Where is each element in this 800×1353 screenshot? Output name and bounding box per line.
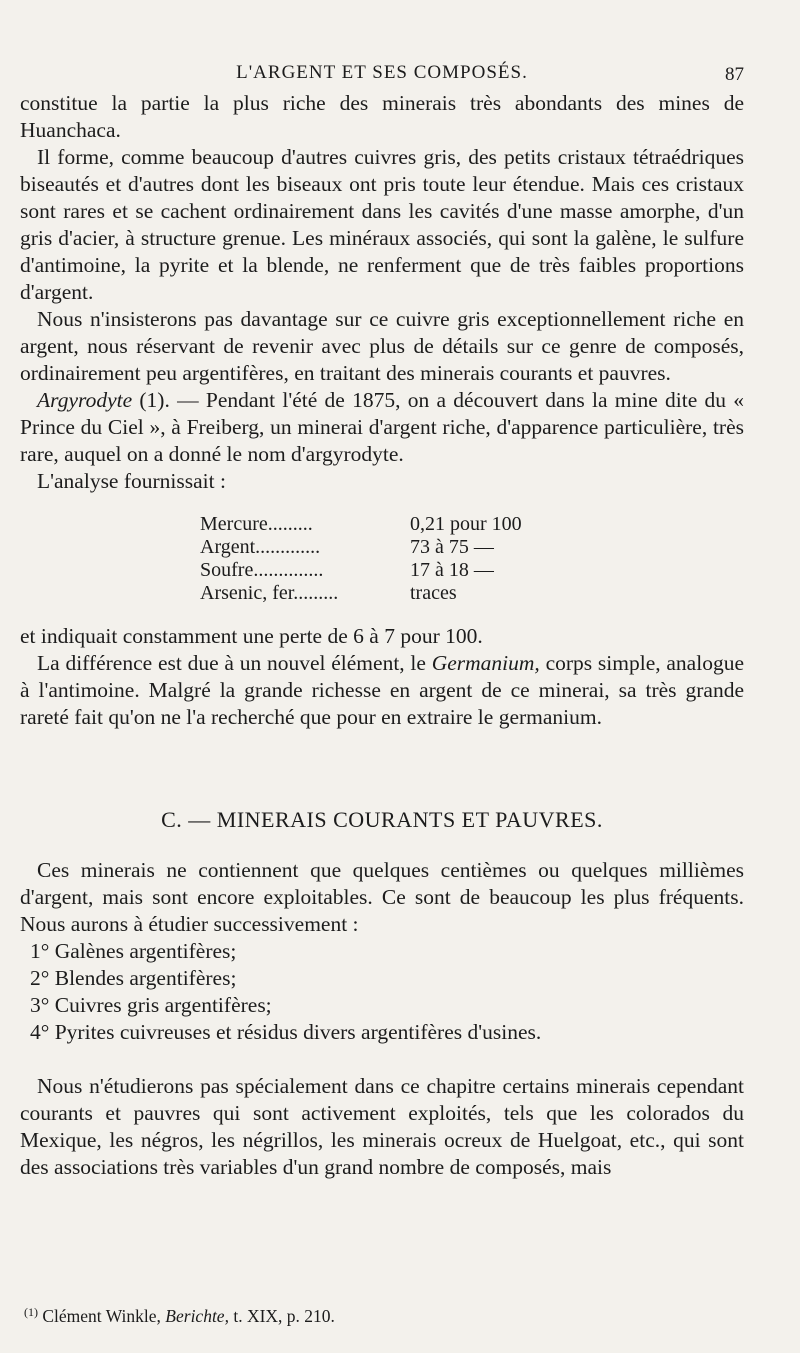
analysis-table: [200, 513, 522, 605]
list-item: 2° Blendes argentifères;: [30, 966, 237, 990]
footnote-ref-detail: t. XIX, p. 210.: [233, 1306, 335, 1326]
page-body: [20, 90, 744, 1181]
list-item: 4° Pyrites cuivreuses et résidus divers argentifères d'usines.: [30, 1020, 542, 1044]
paragraph-rich-grey-copper: Nous n'insisterons pas davantage sur ce cuivre gris exceptionnellement riche en argent, nous réservant de revenir avec plus de détails sur ce genre de composés, ordinairement peu argentifères, en traitant des minerais courants et pauvres.: [20, 307, 744, 385]
argyrodyte-text: — Pendant l'été de 1875, on a découvert dans la mine dite du « Prince du Ciel », à Freiberg, un minerai d'argent riche, d'apparence particulière, très rare, auquel on a donné le nom d'argyrodyte.: [20, 388, 745, 466]
analysis-value: 17 à 18 —: [410, 559, 494, 581]
paragraph-analysis-intro: L'analyse fournissait :: [37, 469, 226, 493]
footnote-author: Clément Winkle,: [42, 1306, 161, 1326]
analysis-row: [200, 559, 522, 582]
analysis-row: [200, 582, 522, 605]
paragraph-loss: et indiquait constamment une perte de 6 à 7 pour 100.: [20, 624, 483, 648]
paragraph-section-intro: Ces minerais ne contiennent que quelques centièmes ou quelques millièmes d'argent, mais sont encore exploitables. Ce sont de beaucoup les plus fréquents. Nous aurons à étudier successivement :: [20, 858, 744, 936]
analysis-element: Arsenic, fer.........: [200, 582, 339, 604]
analysis-value: traces: [410, 582, 457, 604]
analysis-element: Argent.............: [200, 536, 321, 558]
running-title: L'ARGENT ET SES COMPOSÉS.: [236, 62, 528, 83]
section-heading: C. — MINERAIS COURANTS ET PAUVRES.: [161, 807, 603, 832]
footnote-journal: Berichte,: [165, 1306, 229, 1326]
germanium-term: Germanium,: [431, 651, 540, 675]
argyrodyte-term: Argyrodyte: [37, 388, 133, 412]
footnote-marker: (1): [24, 1305, 38, 1319]
page-number: 87: [725, 64, 744, 85]
germanium-text-before: La différence est due à un nouvel élément, le: [37, 651, 426, 675]
list-item: 1° Galènes argentifères;: [30, 939, 237, 963]
footnote-ref: (1).: [139, 388, 170, 412]
paragraph-section-closing: Nous n'étudierons pas spécialement dans ce chapitre certains minerais cependant courants et pauvres qui sont activement exploités, tels que les colorados du Mexique, les négros, les négrillos, les minerais ocreux de Huelgoat, etc., qui sont des associations très variables d'un grand nombre de composés, mais: [20, 1074, 744, 1179]
footnote: [24, 1305, 335, 1327]
paragraph-tetrahedral-crystals: Il forme, comme beaucoup d'autres cuivres gris, des petits cristaux tétraédriques biseautés et d'autres dont les biseaux ont pris toute leur étendue. Mais ces cristaux sont rares et se cachent ordinairement dans les cavités d'une masse amorphe, d'un gris d'acier, à structure grenue. Les minéraux associés, qui sont la galène, le sulfure d'antimoine, la pyrite et la blende, ne renferment que de très faibles proportions d'argent.: [20, 145, 744, 304]
analysis-value: 73 à 75 —: [410, 536, 494, 558]
paragraph-argyrodyte: [20, 387, 744, 468]
analysis-element: Soufre..............: [200, 559, 324, 581]
germanium-text-after: corps simple, analogue à l'antimoine. Malgré la grande richesse en argent de ce minerai, sa très grande rareté fait qu'on ne l'a recherché que pour en extraire le germanium.: [20, 651, 744, 729]
analysis-element: Mercure.........: [200, 513, 313, 535]
paragraph-continuation: constitue la partie la plus riche des minerais très abondants des mines de Huanchaca.: [20, 91, 744, 142]
page-header: [20, 60, 744, 88]
analysis-row: [200, 536, 522, 559]
analysis-value: 0,21 pour 100: [410, 513, 522, 535]
paragraph-germanium: [20, 650, 744, 731]
list-item: 3° Cuivres gris argentifères;: [30, 993, 272, 1017]
analysis-row: [200, 513, 522, 536]
